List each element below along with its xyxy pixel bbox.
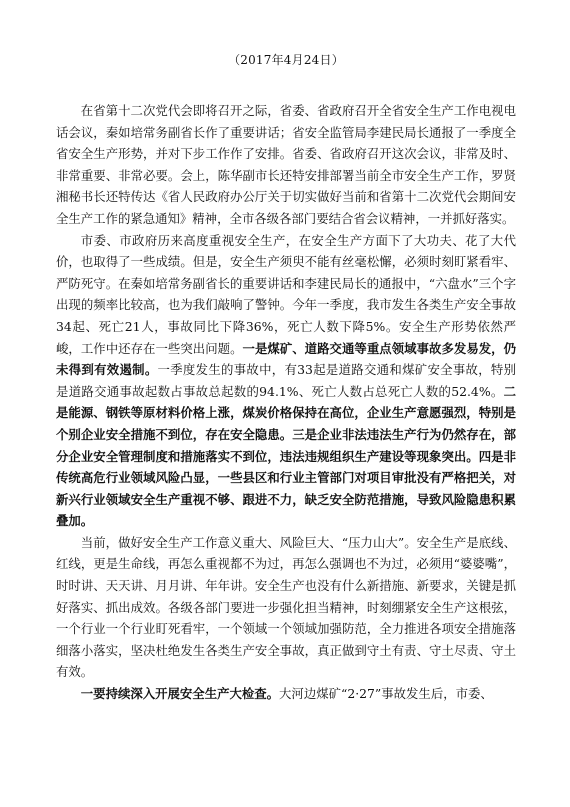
text-run: 大河边煤矿“2·27”事故发生后，市委、 [279, 686, 493, 702]
bold-text-run: 二是能源、钢铁等原材料价格上涨，煤炭价格保持在高位，企业生产意愿强烈，特别是个别企业安全措施不到位，存在安全隐患。三是企业非法违法生产行为仍然存在，部分企业安全管理制度和措施落实不到位，违法违规组织生产建设等现象突出。四是非传统高危行业领域风险凸显，一些县区和行业主管部门对项目审批没有严格把关，对新兴行业领域安全生产重视不够、跟进不力，缺乏安全防范措施，导致风险隐患积累叠加。 [56, 383, 516, 529]
document-body [56, 100, 516, 705]
bold-text-run: 一是煤矿、道路交通等重点领域事故多发易发，仍未得到有效遏制。 [56, 340, 517, 378]
paragraph [56, 100, 516, 230]
speech-date: （2017年4月24日） [228, 53, 344, 67]
paragraph [56, 230, 516, 532]
paragraph [56, 683, 516, 705]
bold-text-run: 一要持续深入开展安全生产大检查。 [80, 686, 280, 702]
text-run: 当前，做好安全生产工作意义重大、风险巨大、“压力山大”。安全生产是底线、红线，更是生命线，再怎么重视都不为过，再怎么强调也不为过，必须用“婆婆嘴”，时时讲、天天讲、月月讲、年年讲。安全生产也没有什么新措施、新要求，关键是抓好落实、抓出成效。各级各部门要进一步强化担当精神，时刻绷紧安全生产这根弦，一个行业一个行业盯死看牢，一个领域一个领域加强防范，全力推进各项安全措施落细落小落实，坚决杜绝发生各类生产安全事故，真正做到守土有责、守土尽责、守土有效。 [56, 534, 516, 680]
paragraph [56, 532, 516, 683]
text-run: 一季度发生的事故中，有33起是道路交通和煤矿安全事故，特别是道路交通事故起数占事故总起数的94.1%、死亡人数占总死亡人数的52.4%。 [56, 362, 516, 399]
text-run: 在省第十二次党代会即将召开之际，省委、省政府召开全省安全生产工作电视电话会议，秦如培常务副省长作了重要讲话；省安全监管局李建民局长通报了一季度全省安全生产形势，并对下步工作作了安排。省委、省政府召开这次会议，非常及时、非常重要、非常必要。会上，陈华副市长还特安排部署当前全市安全生产工作，罗贤湘秘书长还特传达《省人民政府办公厅关于切实做好当前和省第十二次党代会期间安全生产工作的紧急通知》精神，全市各级各部门要结合省会议精神，一并抓好落实。 [56, 103, 516, 226]
text-run: 市委、市政府历来高度重视安全生产，在安全生产方面下了大功夫、花了大代价，也取得了一些成绩。但是，安全生产须臾不能有丝毫松懈，必须时刻盯紧看牢、严防死守。在秦如培常务副省长的重要讲话和李建民局长的通报中，“六盘水”三个字出现的频率比较高，也为我们敲响了警钟。今年一季度，我市发生各类生产安全事故34起、死亡21人，事故同比下降36%，死亡人数下降5%。安全生产形势依然严峻，工作中还存在一些突出问题。 [56, 232, 516, 356]
